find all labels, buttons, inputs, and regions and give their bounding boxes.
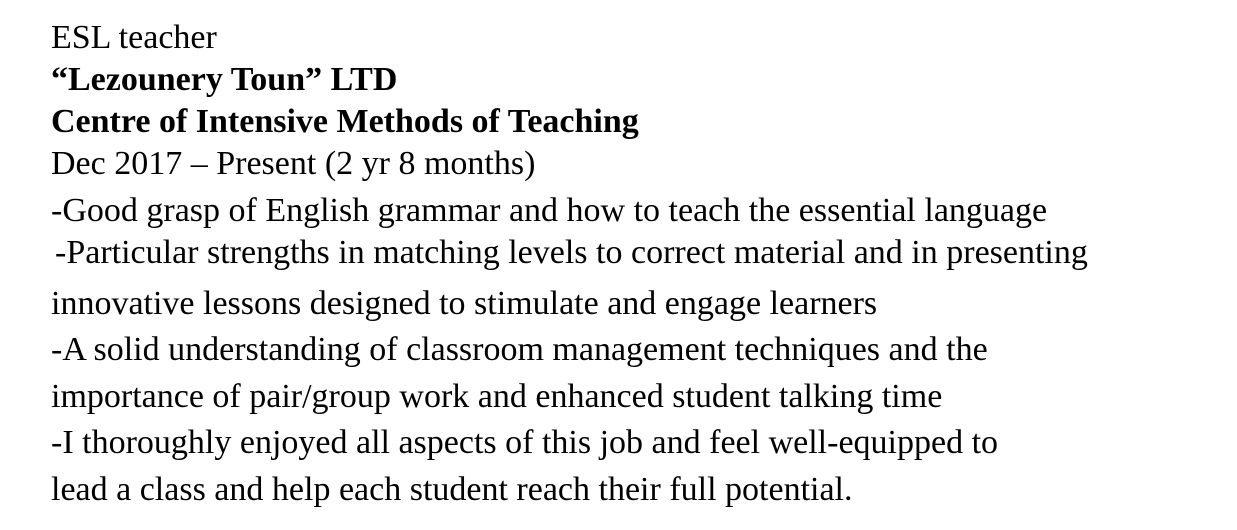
description-line: -I thoroughly enjoyed all aspects of this job and feel well-equipped to [51,424,999,461]
description-line: -Good grasp of English grammar and how to teach the essential language [51,192,1048,229]
description-line: -Particular strengths in matching levels to correct material and in presenting [55,234,1088,271]
department-name: Centre of Intensive Methods of Teaching [51,103,639,140]
employment-dates: Dec 2017 – Present (2 yr 8 months) [51,145,536,182]
description-line: importance of pair/group work and enhanced student talking time [51,378,943,415]
description-line: -A solid understanding of classroom management techniques and the [51,331,988,368]
job-title: ESL teacher [51,19,217,56]
company-name: “Lezounery Toun” LTD [51,61,398,98]
description-line: lead a class and help each student reach their full potential. [51,471,853,508]
description-line: innovative lessons designed to stimulate and engage learners [51,285,878,322]
